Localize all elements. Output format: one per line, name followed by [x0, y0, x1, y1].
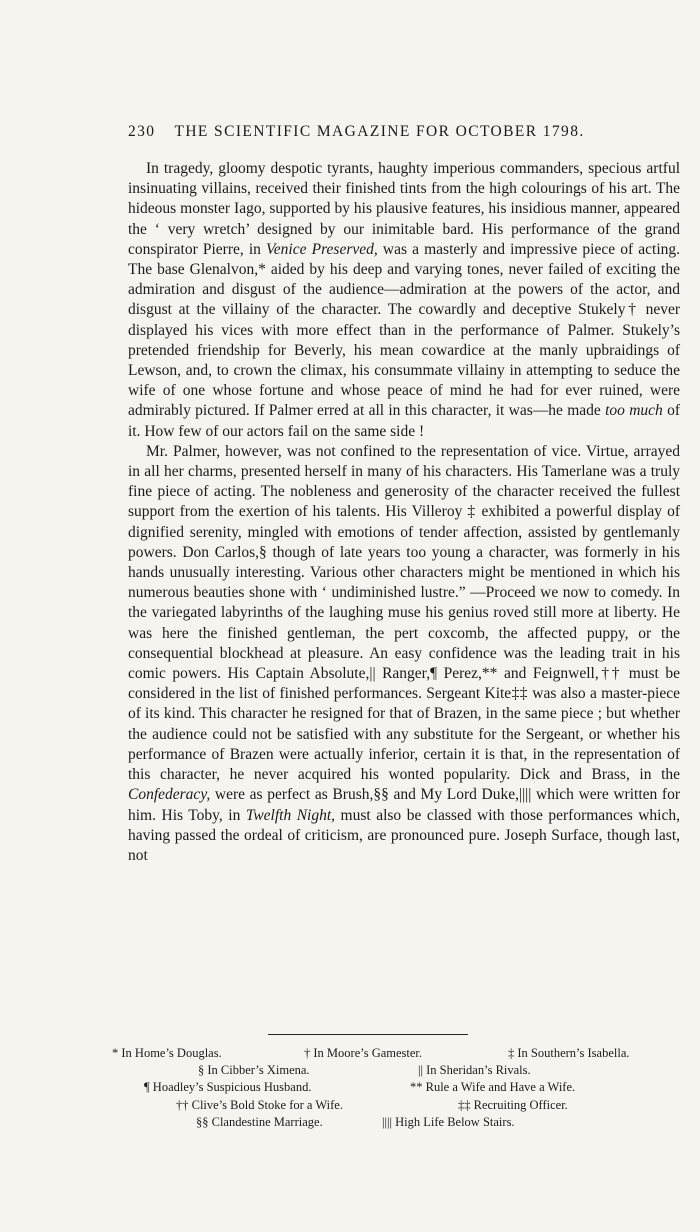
- text-run: of it. How few of our actors fail on the same side !: [128, 402, 680, 440]
- footnote-row: [112, 1079, 688, 1096]
- text-run: Mr. Palmer, however, was not confined to the representation of vice. Virtue, arrayed in all her charms, presented herself in many of his characters. His Tamerlane was a truly fine piece of acting. The nobleness and generosity of the character received the fullest support from the exertion of his talents. His Villeroy ‡ exhibited a powerful display of dignified serenity, mingled with emotions of tender affection, assisted by gentlemanly powers. Don Carlos,§ though of late years too young a character, was formerly in his hands unusually interesting. Various other characters might be mentioned in which his numerous beauties shone with ‘ undiminished lustre.” —Proceed we now to comedy. In the variegated labyrinths of the laughing muse his genius roved still more at liberty. He was here the finished gentleman, the pert coxcomb, the affected puppy, or the consequential blockhead at pleasure. An easy confidence was the leading trait in his comic powers. His Captain Absolute,|| Ranger,¶ Perez,** and Feignwell,†† must be considered in the list of finished performances. Sergeant Kite‡‡ was also a master-piece of its kind. This character he resigned for that of Brazen, in the same piece ; but whether the audience could not be satisfied with any substitute for the Sergeant, or whether his performance of Brazen were actually inferior, certain it is that, in the representation of this character, he never acquired his wonted popularity. Dick and Brass, in the: [128, 442, 680, 784]
- footnote: ** Rule a Wife and Have a Wife.: [410, 1080, 576, 1095]
- footnotes: [112, 1045, 688, 1131]
- text-run: was a masterly and impressive piece of acting. The base Glenalvon,* aided by his deep and varying tones, never failed of exciting the admiration and disgust of the audience—admiration at the powers of the actor, and disgust at the villainy of the character. The cowardly and deceptive Stukely† never displayed his vices with more effect than in the performance of Palmer. Stukely’s pretended friendship for Beverly, his mean cowardice at the manly upbraidings of Lewson, and, to crown the climax, his consummate villainy in attempting to seduce the wife of one whose fortune and whose peace of mind he had for ever ruined, were admirably pictured. If Palmer erred at all in this character, it was—he made: [128, 240, 680, 420]
- play-title-twelfth-night: Twelfth Night,: [245, 806, 336, 824]
- footnote-row: [112, 1097, 688, 1114]
- emphasis-too-much: too much: [605, 402, 663, 420]
- footnote: |||| High Life Below Stairs.: [382, 1114, 515, 1129]
- footnote: ‡‡ Recruiting Officer.: [458, 1097, 568, 1112]
- footnote: † In Moore’s Gamester.: [304, 1046, 423, 1060]
- paragraph-comedy: [128, 442, 680, 866]
- footnote: * In Home’s Douglas.: [112, 1046, 222, 1060]
- text-run: must also be classed with those performances which, having passed the ordeal of criticism, are pronounced pure. Joseph Surface, though last, not: [128, 806, 680, 864]
- article-body: [128, 159, 680, 866]
- footnote: § In Cibber’s Ximena.: [198, 1063, 310, 1078]
- text-run: In tragedy, gloomy despotic tyrants, haughty imperious commanders, specious artful insinuating villains, received their finished tints from the high colourings of his art. The hideous monster Iago, supported by his plausive features, his insidious manner, appeared the ‘ very wretch’ designed by our inimitable bard. His performance of the grand conspirator Pierre, in: [128, 160, 680, 258]
- footnote: §§ Clandestine Marriage.: [196, 1114, 323, 1129]
- play-title-venice-preserved: Venice Preserved,: [266, 240, 378, 258]
- page-number: 230: [128, 123, 156, 140]
- footnote: ¶ Hoadley’s Suspicious Husband.: [144, 1080, 312, 1095]
- footnote-row: [112, 1114, 688, 1131]
- footnote: †† Clive’s Bold Stoke for a Wife.: [176, 1097, 343, 1112]
- paragraph-tragedy: [128, 159, 680, 442]
- footnote-row: [112, 1045, 688, 1062]
- running-title: THE SCIENTIFIC MAGAZINE FOR OCTOBER 1798.: [174, 123, 585, 140]
- play-title-confederacy: Confederacy,: [128, 786, 211, 804]
- footnote: ‡ In Southern’s Isabella.: [508, 1046, 630, 1060]
- footnote: || In Sheridan’s Rivals.: [418, 1063, 531, 1078]
- running-header: [128, 123, 680, 141]
- text-run: were as perfect as Brush,§§ and My Lord Duke,|||| which were written for him. His Toby, in: [128, 786, 680, 824]
- footnote-row: [112, 1062, 688, 1079]
- footnote-divider: [268, 1034, 468, 1035]
